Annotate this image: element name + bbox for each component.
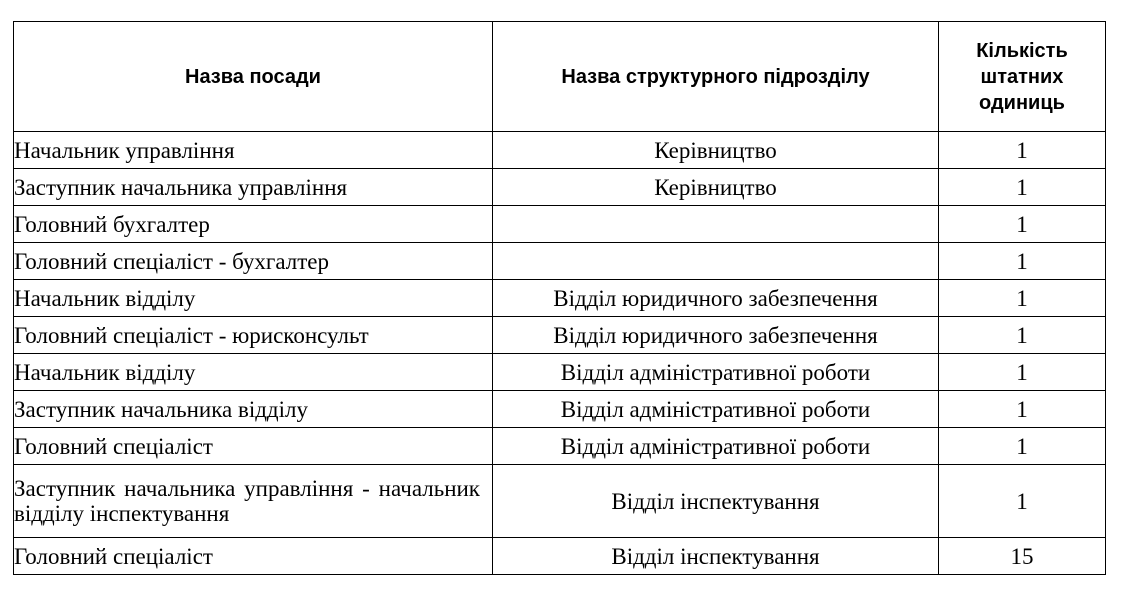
count-cell: 1 xyxy=(939,428,1106,465)
count-cell: 1 xyxy=(939,317,1106,354)
table-row xyxy=(14,206,1106,243)
table-body xyxy=(14,132,1106,575)
department-cell xyxy=(493,243,939,280)
table-row xyxy=(14,391,1106,428)
table-row xyxy=(14,428,1106,465)
header-count-line-1: Кількість xyxy=(976,39,1068,62)
header-count-line-2: штатних xyxy=(980,65,1064,88)
count-cell: 1 xyxy=(939,280,1106,317)
count-cell: 1 xyxy=(939,206,1106,243)
table-header xyxy=(14,22,1106,132)
count-cell: 1 xyxy=(939,391,1106,428)
position-cell: Начальник управління xyxy=(14,132,493,169)
header-position: Назва посади xyxy=(14,22,493,132)
position-cell: Головний спеціаліст - бухгалтер xyxy=(14,243,493,280)
department-cell: Відділ адміністративної роботи xyxy=(493,428,939,465)
header-count-line-3: одиниць xyxy=(979,91,1065,114)
count-cell: 1 xyxy=(939,243,1106,280)
count-cell: 1 xyxy=(939,132,1106,169)
position-cell: Головний спеціаліст xyxy=(14,538,493,575)
header-department: Назва структурного підрозділу xyxy=(493,22,939,132)
position-cell: Заступник начальника управління xyxy=(14,169,493,206)
position-cell: Начальник відділу xyxy=(14,280,493,317)
position-cell: Головний спеціаліст xyxy=(14,428,493,465)
department-cell: Керівництво xyxy=(493,132,939,169)
table-row xyxy=(14,465,1106,538)
position-cell: Начальник відділу xyxy=(14,354,493,391)
header-count xyxy=(939,22,1106,132)
count-cell: 1 xyxy=(939,354,1106,391)
table-row xyxy=(14,169,1106,206)
department-cell: Відділ інспектування xyxy=(493,538,939,575)
department-cell: Відділ адміністративної роботи xyxy=(493,354,939,391)
count-cell: 1 xyxy=(939,465,1106,538)
position-cell: Головний спеціаліст - юрисконсульт xyxy=(14,317,493,354)
department-cell: Відділ юридичного забезпечення xyxy=(493,317,939,354)
position-cell: Заступник начальника управління - начальник відділу інспектування xyxy=(14,465,493,538)
department-cell: Відділ юридичного забезпечення xyxy=(493,280,939,317)
department-cell xyxy=(493,206,939,243)
count-cell: 15 xyxy=(939,538,1106,575)
staff-table xyxy=(13,21,1106,575)
department-cell: Керівництво xyxy=(493,169,939,206)
table-row xyxy=(14,243,1106,280)
department-cell: Відділ адміністративної роботи xyxy=(493,391,939,428)
department-cell: Відділ інспектування xyxy=(493,465,939,538)
table-row xyxy=(14,354,1106,391)
count-cell: 1 xyxy=(939,169,1106,206)
table-row xyxy=(14,280,1106,317)
table-row xyxy=(14,317,1106,354)
table-row xyxy=(14,538,1106,575)
header-row xyxy=(14,22,1106,132)
position-cell: Заступник начальника відділу xyxy=(14,391,493,428)
position-cell: Головний бухгалтер xyxy=(14,206,493,243)
table-row xyxy=(14,132,1106,169)
